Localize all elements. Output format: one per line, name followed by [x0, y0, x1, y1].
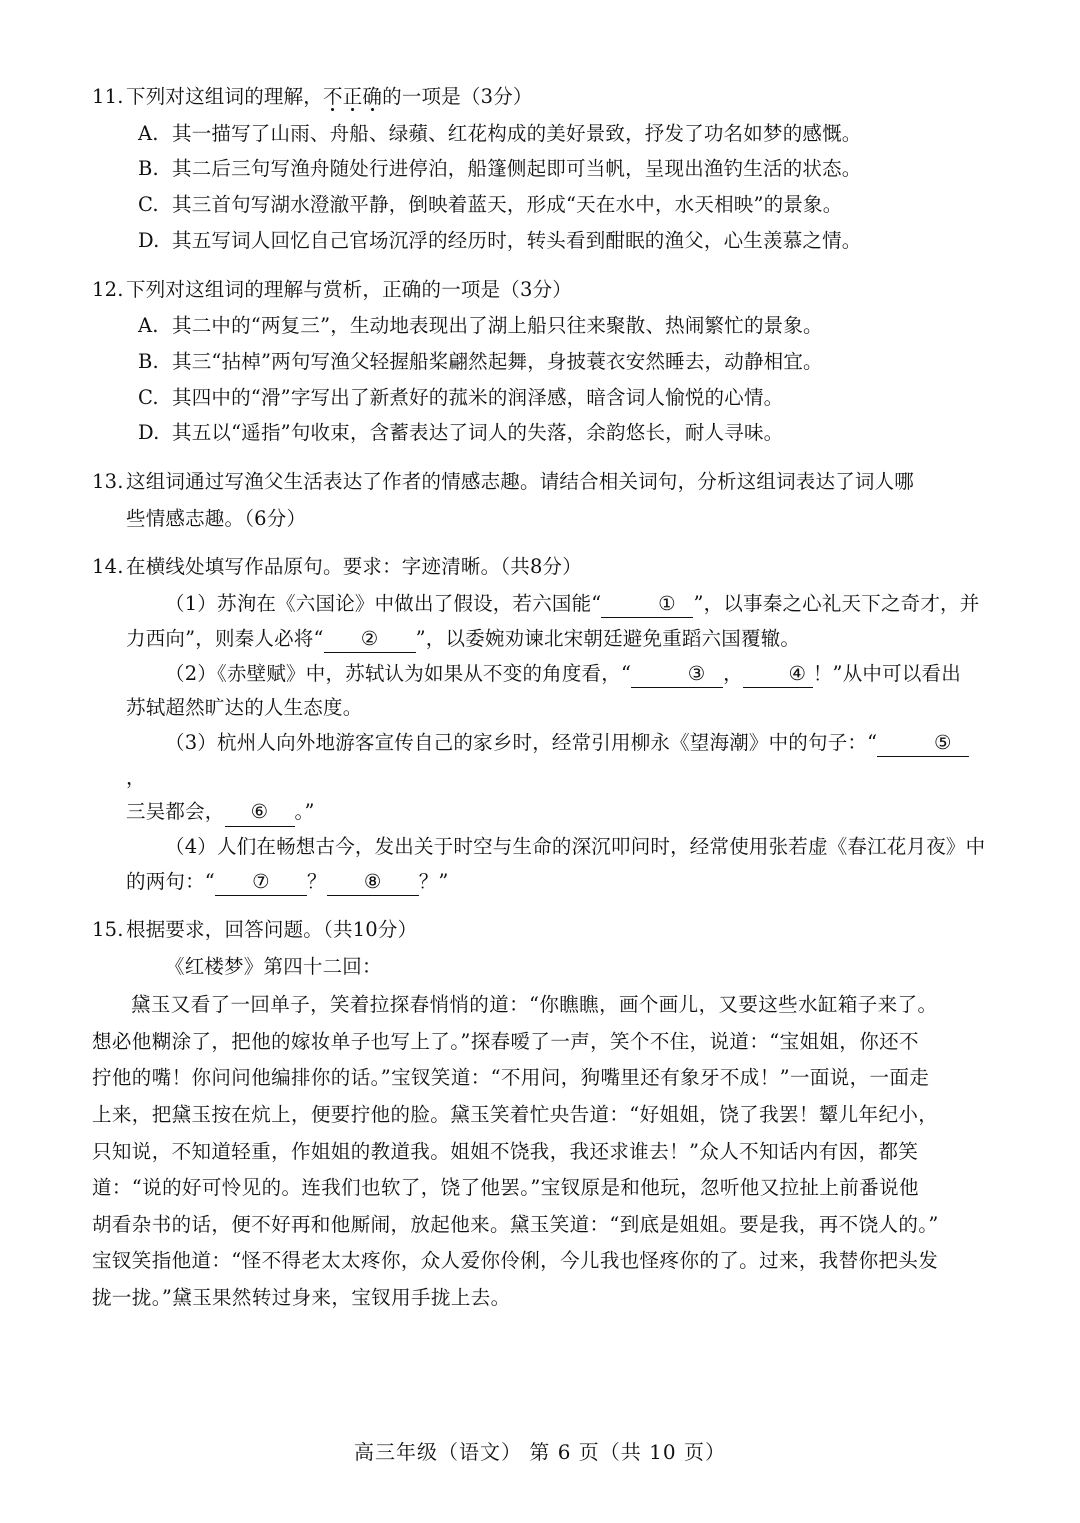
item-2-line-2: 苏轼超然旷达的人生态度。 [126, 696, 363, 720]
question-14 [92, 550, 988, 899]
question-11-option-d[interactable] [92, 224, 988, 259]
item-4-line-2 [126, 865, 988, 900]
spacer [92, 265, 988, 273]
question-12-stem-text: 下列对这组词的理解与赏析，正确的一项是（3分） [126, 277, 573, 301]
question-11-option-a[interactable] [92, 117, 988, 152]
item-1-line-2 [126, 622, 988, 657]
fill-blank-5[interactable]: ⑤ [877, 730, 969, 757]
option-text: 其二后三句写渔舟随处行进停泊，船篷侧起即可当帆，呈现出渔钓生活的状态。 [172, 157, 862, 181]
fill-blank-8[interactable]: ⑧ [327, 869, 419, 896]
option-label: B. [138, 157, 159, 181]
item-4-line2-prefix: 的两句：“ [126, 869, 215, 893]
item-4-line2-suffix: ？” [418, 869, 449, 893]
excerpt-line: 上来，把黛玉按在炕上，便要拧他的脸。黛玉笑着忙央告道：“好姐姐，饶了我罢！颦儿年纪小， [92, 1102, 939, 1126]
option-text: 其三“拈棹”两句写渔父轻握船桨翩然起舞，身披蓑衣安然睡去，动静相宜。 [172, 349, 823, 373]
item-1-line2-suffix: ”，以委婉劝谏北宋朝廷避免重蹈六国覆辙。 [415, 626, 801, 650]
item-3-line-1 [126, 726, 988, 795]
spacer [92, 905, 988, 913]
option-label: D. [138, 421, 160, 445]
option-label: D. [138, 228, 160, 252]
option-label: C. [138, 385, 159, 409]
option-label: B. [138, 349, 159, 373]
fill-blank-6[interactable]: ⑥ [225, 799, 295, 826]
option-text: 其四中的“滑”字写出了新煮好的菰米的润泽感，暗含词人愉悦的心情。 [172, 385, 784, 409]
item-1-line-1 [126, 587, 988, 622]
excerpt-line: 想必他糊涂了，把他的嫁妆单子也写上了。”探春嗳了一声，笑个不住，说道：“宝姐姐，你还不 [92, 1029, 919, 1053]
question-14-stem-text: 在横线处填写作品原句。要求：字迹清晰。（共8分） [126, 555, 582, 579]
option-text: 其三首句写湖水澄澈平静，倒映着蓝天，形成“天在水中，水天相映”的景象。 [172, 193, 843, 217]
item-4-mid: ？ [306, 869, 327, 893]
excerpt-line: 拢一拢。”黛玉果然转过身来，宝钗用手拢上去。 [92, 1286, 511, 1310]
question-13-stem-line2-wrap [92, 502, 988, 537]
excerpt-line: 只知说，不知道轻重，作姐姐的教道我。姐姐不饶我，我还求谁去！”众人不知话内有因，都笑 [92, 1139, 919, 1163]
page-content [92, 80, 988, 1317]
question-11-number: 11. [92, 85, 124, 108]
excerpt-line: 道：“说的好可怜见的。连我们也软了，饶了他罢。”宝钗原是和他玩，忽听他又拉扯上前番说他 [92, 1176, 919, 1200]
question-15-stem-text: 根据要求，回答问题。（共10分） [126, 918, 418, 942]
option-text: 其五写词人回忆自己官场沉浮的经历时，转头看到酣眠的渔父，心生羡慕之情。 [172, 228, 862, 252]
question-13-stem [92, 465, 988, 500]
item-2-mid: ， [723, 661, 743, 685]
spacer [92, 457, 988, 465]
question-14-item-1 [92, 587, 988, 656]
question-15-source [92, 950, 988, 985]
item-1-mid: ”，以事秦之心礼天下之奇才，并 [693, 592, 980, 616]
page-footer: 高三年级（语文） 第 6 页（共 10 页） [354, 1440, 726, 1464]
option-text: 其二中的“两复三”，生动地表现出了湖上船只往来聚散、热闹繁忙的景象。 [172, 314, 823, 338]
item-3-line-2 [126, 795, 988, 830]
question-15-number: 15. [92, 918, 124, 942]
fill-blank-2[interactable]: ② [324, 626, 416, 653]
item-2-prefix: （2）《赤壁赋》中，苏轼认为如果从不变的角度看，“ [165, 661, 632, 685]
item-4-line-1: （4）人们在畅想古今，发出关于时空与生命的深沉叩问时，经常使用张若虚《春江花月夜》中 [165, 835, 986, 859]
question-12-stem [92, 273, 988, 308]
item-3-mid: ， [126, 765, 146, 789]
question-11-option-b[interactable] [92, 152, 988, 187]
item-3-line2-prefix: 三吴都会， [126, 800, 225, 824]
question-11-stem-before: 下列对这组词的理解， [126, 85, 324, 108]
spacer [92, 542, 988, 550]
excerpt-line: 黛玉又看了一回单子，笑着拉探春悄悄的道：“你瞧瞧，画个画儿，又要这些水缸箱子来了。 [131, 992, 938, 1016]
question-11-stem-after: 的一项是（3分） [382, 85, 533, 108]
question-14-stem [92, 550, 988, 585]
item-3-prefix: （3）杭州人向外地游客宣传自己的家乡时，经常引用柳永《望海潮》中的句子：“ [165, 730, 878, 754]
question-12-option-b[interactable] [92, 345, 988, 380]
question-12-option-c[interactable] [92, 381, 988, 416]
question-13-stem-line1: 这组词通过写渔父生活表达了作者的情感志趣。请结合相关词句，分析这组词表达了词人哪 [126, 470, 915, 494]
option-label: A. [138, 314, 159, 338]
question-13-number: 13. [92, 470, 124, 494]
question-12 [92, 273, 988, 452]
question-13 [92, 465, 988, 536]
question-14-item-4 [92, 830, 988, 899]
item-1-line2-prefix: 力西向”，则秦人必将“ [126, 626, 324, 650]
excerpt-passage [92, 987, 988, 1317]
option-text: 其一描写了山雨、舟船、绿蘋、红花构成的美好景致，抒发了功名如梦的感慨。 [172, 121, 862, 145]
fill-blank-7[interactable]: ⑦ [215, 869, 307, 896]
question-13-stem-line2: 些情感志趣。（6分） [126, 506, 307, 530]
excerpt-line: 拧他的嘴！你问问他编排你的话。”宝钗笑道：“不用问，狗嘴里还有象牙不成！”一面说，一面走 [92, 1066, 930, 1090]
question-12-option-d[interactable] [92, 416, 988, 451]
item-1-prefix: （1）苏洵在《六国论》中做出了假设，若六国能“ [165, 592, 602, 616]
question-11-stem-emphasis: 不正确 [323, 85, 383, 108]
excerpt-line-underlined: 胡看杂书的话，便不好再和他厮闹，放起他来。黛玉笑道：“到底是姐姐。要是我，再不饶人的。” [92, 1212, 939, 1236]
fill-blank-1[interactable]: ① [601, 591, 693, 618]
question-15 [92, 913, 988, 1316]
excerpt-source-title: 《红楼梦》第四十二回： [165, 955, 382, 979]
question-11-stem-text [126, 80, 988, 115]
question-14-number: 14. [92, 555, 124, 579]
option-label: A. [138, 121, 159, 145]
question-12-option-a[interactable] [92, 309, 988, 344]
question-11-stem [92, 80, 988, 115]
question-11-option-c[interactable] [92, 188, 988, 223]
fill-blank-4[interactable]: ④ [743, 661, 813, 688]
question-14-item-3 [92, 726, 988, 830]
item-2-suffix: ！”从中可以看出 [812, 661, 961, 685]
item-2-line-1 [126, 657, 988, 692]
option-text: 其五以“遥指”句收束，含蓄表达了词人的失落，余韵悠长，耐人寻味。 [172, 421, 784, 445]
question-11 [92, 80, 988, 259]
option-label: C. [138, 193, 159, 217]
excerpt-line: 宝钗笑指他道：“怪不得老太太疼你，众人爱你伶俐，今儿我也怪疼你的了。过来，我替你把头发 [92, 1249, 939, 1273]
question-15-stem [92, 913, 988, 948]
question-14-item-2 [92, 657, 988, 726]
question-12-number: 12. [92, 277, 124, 301]
item-3-line2-suffix: 。” [294, 800, 315, 824]
fill-blank-3[interactable]: ③ [631, 661, 723, 688]
